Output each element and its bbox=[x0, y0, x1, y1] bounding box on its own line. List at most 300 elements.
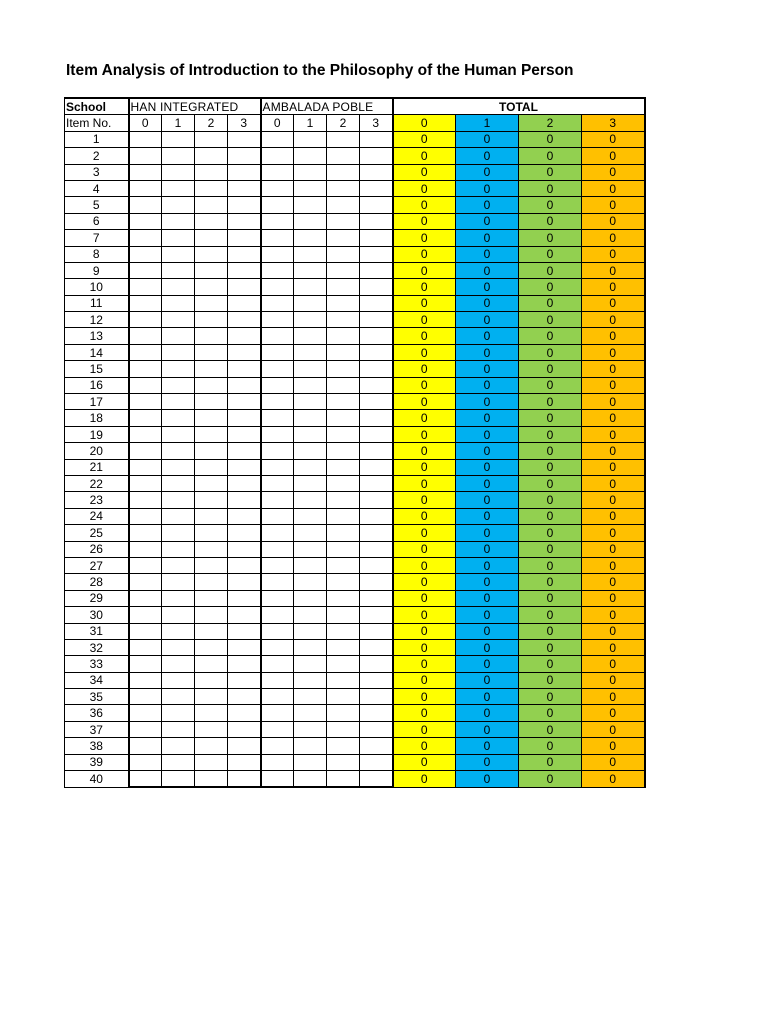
score-cell[interactable] bbox=[261, 656, 294, 672]
score-cell[interactable] bbox=[129, 164, 162, 180]
score-cell[interactable] bbox=[327, 246, 360, 262]
score-cell[interactable] bbox=[261, 557, 294, 573]
score-cell[interactable] bbox=[261, 426, 294, 442]
score-cell[interactable] bbox=[129, 672, 162, 688]
score-cell[interactable] bbox=[195, 557, 228, 573]
score-cell[interactable] bbox=[294, 164, 327, 180]
score-cell[interactable] bbox=[261, 312, 294, 328]
score-cell[interactable] bbox=[129, 574, 162, 590]
score-cell[interactable] bbox=[228, 426, 261, 442]
score-cell[interactable] bbox=[195, 262, 228, 278]
score-cell[interactable] bbox=[162, 295, 195, 311]
score-cell[interactable] bbox=[327, 197, 360, 213]
score-cell[interactable] bbox=[360, 623, 393, 639]
score-cell[interactable] bbox=[162, 180, 195, 196]
score-cell[interactable] bbox=[228, 344, 261, 360]
score-cell[interactable] bbox=[360, 131, 393, 147]
score-cell[interactable] bbox=[162, 279, 195, 295]
score-cell[interactable] bbox=[261, 705, 294, 721]
score-cell[interactable] bbox=[294, 738, 327, 754]
score-cell[interactable] bbox=[129, 180, 162, 196]
score-cell[interactable] bbox=[327, 164, 360, 180]
score-cell[interactable] bbox=[162, 525, 195, 541]
score-cell[interactable] bbox=[261, 623, 294, 639]
score-cell[interactable] bbox=[294, 574, 327, 590]
score-cell[interactable] bbox=[327, 426, 360, 442]
score-cell[interactable] bbox=[162, 328, 195, 344]
score-cell[interactable] bbox=[327, 689, 360, 705]
score-cell[interactable] bbox=[327, 410, 360, 426]
score-cell[interactable] bbox=[360, 672, 393, 688]
score-cell[interactable] bbox=[195, 164, 228, 180]
score-cell[interactable] bbox=[261, 279, 294, 295]
score-cell[interactable] bbox=[129, 705, 162, 721]
score-cell[interactable] bbox=[327, 475, 360, 491]
score-cell[interactable] bbox=[327, 361, 360, 377]
score-cell[interactable] bbox=[228, 148, 261, 164]
score-cell[interactable] bbox=[327, 771, 360, 788]
score-cell[interactable] bbox=[228, 230, 261, 246]
score-cell[interactable] bbox=[228, 410, 261, 426]
score-cell[interactable] bbox=[162, 623, 195, 639]
score-cell[interactable] bbox=[129, 754, 162, 770]
score-cell[interactable] bbox=[162, 377, 195, 393]
score-cell[interactable] bbox=[129, 771, 162, 788]
score-cell[interactable] bbox=[327, 180, 360, 196]
score-cell[interactable] bbox=[129, 328, 162, 344]
score-cell[interactable] bbox=[294, 131, 327, 147]
score-cell[interactable] bbox=[195, 328, 228, 344]
score-cell[interactable] bbox=[162, 131, 195, 147]
score-cell[interactable] bbox=[195, 295, 228, 311]
score-cell[interactable] bbox=[261, 738, 294, 754]
score-cell[interactable] bbox=[129, 639, 162, 655]
score-cell[interactable] bbox=[327, 607, 360, 623]
score-cell[interactable] bbox=[228, 721, 261, 737]
score-cell[interactable] bbox=[294, 639, 327, 655]
score-cell[interactable] bbox=[228, 328, 261, 344]
score-cell[interactable] bbox=[261, 541, 294, 557]
score-cell[interactable] bbox=[129, 131, 162, 147]
score-cell[interactable] bbox=[195, 656, 228, 672]
score-cell[interactable] bbox=[228, 475, 261, 491]
score-cell[interactable] bbox=[294, 279, 327, 295]
score-cell[interactable] bbox=[129, 607, 162, 623]
score-cell[interactable] bbox=[294, 771, 327, 788]
score-cell[interactable] bbox=[360, 557, 393, 573]
score-cell[interactable] bbox=[162, 508, 195, 524]
score-cell[interactable] bbox=[294, 344, 327, 360]
score-cell[interactable] bbox=[360, 279, 393, 295]
score-cell[interactable] bbox=[162, 410, 195, 426]
score-cell[interactable] bbox=[129, 459, 162, 475]
score-cell[interactable] bbox=[195, 361, 228, 377]
score-cell[interactable] bbox=[327, 590, 360, 606]
score-cell[interactable] bbox=[129, 312, 162, 328]
score-cell[interactable] bbox=[327, 148, 360, 164]
score-cell[interactable] bbox=[261, 262, 294, 278]
score-cell[interactable] bbox=[228, 131, 261, 147]
score-cell[interactable] bbox=[162, 721, 195, 737]
score-cell[interactable] bbox=[129, 410, 162, 426]
score-cell[interactable] bbox=[261, 131, 294, 147]
score-cell[interactable] bbox=[294, 213, 327, 229]
score-cell[interactable] bbox=[228, 771, 261, 788]
score-cell[interactable] bbox=[360, 443, 393, 459]
score-cell[interactable] bbox=[294, 295, 327, 311]
score-cell[interactable] bbox=[195, 197, 228, 213]
score-cell[interactable] bbox=[327, 279, 360, 295]
score-cell[interactable] bbox=[195, 148, 228, 164]
score-cell[interactable] bbox=[129, 623, 162, 639]
score-cell[interactable] bbox=[228, 443, 261, 459]
score-cell[interactable] bbox=[294, 394, 327, 410]
score-cell[interactable] bbox=[228, 361, 261, 377]
score-cell[interactable] bbox=[360, 721, 393, 737]
score-cell[interactable] bbox=[261, 246, 294, 262]
score-cell[interactable] bbox=[162, 262, 195, 278]
score-cell[interactable] bbox=[327, 541, 360, 557]
score-cell[interactable] bbox=[261, 639, 294, 655]
score-cell[interactable] bbox=[294, 443, 327, 459]
score-cell[interactable] bbox=[228, 394, 261, 410]
score-cell[interactable] bbox=[195, 394, 228, 410]
score-cell[interactable] bbox=[261, 721, 294, 737]
score-cell[interactable] bbox=[327, 377, 360, 393]
score-cell[interactable] bbox=[162, 672, 195, 688]
score-cell[interactable] bbox=[162, 639, 195, 655]
score-cell[interactable] bbox=[294, 246, 327, 262]
score-cell[interactable] bbox=[162, 197, 195, 213]
score-cell[interactable] bbox=[261, 377, 294, 393]
score-cell[interactable] bbox=[327, 394, 360, 410]
score-cell[interactable] bbox=[327, 672, 360, 688]
score-cell[interactable] bbox=[195, 623, 228, 639]
score-cell[interactable] bbox=[195, 590, 228, 606]
score-cell[interactable] bbox=[129, 689, 162, 705]
score-cell[interactable] bbox=[360, 295, 393, 311]
score-cell[interactable] bbox=[261, 525, 294, 541]
score-cell[interactable] bbox=[162, 246, 195, 262]
score-cell[interactable] bbox=[195, 344, 228, 360]
score-cell[interactable] bbox=[195, 443, 228, 459]
score-cell[interactable] bbox=[294, 607, 327, 623]
score-cell[interactable] bbox=[129, 230, 162, 246]
score-cell[interactable] bbox=[261, 475, 294, 491]
score-cell[interactable] bbox=[294, 525, 327, 541]
score-cell[interactable] bbox=[129, 721, 162, 737]
score-cell[interactable] bbox=[195, 754, 228, 770]
score-cell[interactable] bbox=[195, 721, 228, 737]
score-cell[interactable] bbox=[261, 344, 294, 360]
score-cell[interactable] bbox=[327, 328, 360, 344]
score-cell[interactable] bbox=[294, 148, 327, 164]
score-cell[interactable] bbox=[195, 410, 228, 426]
score-cell[interactable] bbox=[294, 197, 327, 213]
score-cell[interactable] bbox=[327, 213, 360, 229]
score-cell[interactable] bbox=[327, 623, 360, 639]
score-cell[interactable] bbox=[195, 475, 228, 491]
score-cell[interactable] bbox=[228, 459, 261, 475]
score-cell[interactable] bbox=[294, 262, 327, 278]
score-cell[interactable] bbox=[294, 656, 327, 672]
score-cell[interactable] bbox=[360, 492, 393, 508]
score-cell[interactable] bbox=[360, 148, 393, 164]
score-cell[interactable] bbox=[129, 279, 162, 295]
score-cell[interactable] bbox=[162, 738, 195, 754]
score-cell[interactable] bbox=[228, 295, 261, 311]
score-cell[interactable] bbox=[360, 689, 393, 705]
score-cell[interactable] bbox=[228, 312, 261, 328]
score-cell[interactable] bbox=[327, 344, 360, 360]
score-cell[interactable] bbox=[129, 197, 162, 213]
score-cell[interactable] bbox=[228, 705, 261, 721]
score-cell[interactable] bbox=[294, 475, 327, 491]
score-cell[interactable] bbox=[360, 328, 393, 344]
score-cell[interactable] bbox=[195, 377, 228, 393]
score-cell[interactable] bbox=[162, 148, 195, 164]
score-cell[interactable] bbox=[294, 721, 327, 737]
score-cell[interactable] bbox=[327, 738, 360, 754]
score-cell[interactable] bbox=[294, 689, 327, 705]
score-cell[interactable] bbox=[162, 607, 195, 623]
score-cell[interactable] bbox=[261, 492, 294, 508]
score-cell[interactable] bbox=[261, 394, 294, 410]
score-cell[interactable] bbox=[261, 508, 294, 524]
score-cell[interactable] bbox=[360, 475, 393, 491]
score-cell[interactable] bbox=[228, 607, 261, 623]
score-cell[interactable] bbox=[360, 344, 393, 360]
score-cell[interactable] bbox=[129, 557, 162, 573]
score-cell[interactable] bbox=[228, 639, 261, 655]
score-cell[interactable] bbox=[360, 197, 393, 213]
score-cell[interactable] bbox=[228, 508, 261, 524]
score-cell[interactable] bbox=[294, 230, 327, 246]
score-cell[interactable] bbox=[327, 230, 360, 246]
score-cell[interactable] bbox=[360, 525, 393, 541]
score-cell[interactable] bbox=[261, 672, 294, 688]
score-cell[interactable] bbox=[195, 508, 228, 524]
score-cell[interactable] bbox=[162, 394, 195, 410]
score-cell[interactable] bbox=[162, 213, 195, 229]
score-cell[interactable] bbox=[261, 689, 294, 705]
score-cell[interactable] bbox=[261, 410, 294, 426]
score-cell[interactable] bbox=[129, 213, 162, 229]
score-cell[interactable] bbox=[294, 328, 327, 344]
score-cell[interactable] bbox=[261, 754, 294, 770]
score-cell[interactable] bbox=[261, 771, 294, 788]
score-cell[interactable] bbox=[228, 279, 261, 295]
score-cell[interactable] bbox=[162, 443, 195, 459]
score-cell[interactable] bbox=[195, 230, 228, 246]
score-cell[interactable] bbox=[162, 541, 195, 557]
score-cell[interactable] bbox=[162, 426, 195, 442]
score-cell[interactable] bbox=[294, 180, 327, 196]
score-cell[interactable] bbox=[294, 557, 327, 573]
score-cell[interactable] bbox=[228, 180, 261, 196]
score-cell[interactable] bbox=[261, 197, 294, 213]
score-cell[interactable] bbox=[360, 361, 393, 377]
score-cell[interactable] bbox=[162, 230, 195, 246]
score-cell[interactable] bbox=[129, 361, 162, 377]
score-cell[interactable] bbox=[228, 262, 261, 278]
score-cell[interactable] bbox=[261, 164, 294, 180]
score-cell[interactable] bbox=[294, 623, 327, 639]
score-cell[interactable] bbox=[162, 312, 195, 328]
score-cell[interactable] bbox=[360, 639, 393, 655]
score-cell[interactable] bbox=[327, 312, 360, 328]
score-cell[interactable] bbox=[360, 377, 393, 393]
score-cell[interactable] bbox=[162, 656, 195, 672]
score-cell[interactable] bbox=[360, 705, 393, 721]
score-cell[interactable] bbox=[327, 525, 360, 541]
score-cell[interactable] bbox=[360, 738, 393, 754]
score-cell[interactable] bbox=[228, 377, 261, 393]
score-cell[interactable] bbox=[195, 180, 228, 196]
score-cell[interactable] bbox=[294, 312, 327, 328]
score-cell[interactable] bbox=[327, 295, 360, 311]
score-cell[interactable] bbox=[360, 508, 393, 524]
score-cell[interactable] bbox=[195, 525, 228, 541]
score-cell[interactable] bbox=[360, 459, 393, 475]
score-cell[interactable] bbox=[129, 738, 162, 754]
score-cell[interactable] bbox=[228, 738, 261, 754]
score-cell[interactable] bbox=[195, 738, 228, 754]
score-cell[interactable] bbox=[162, 557, 195, 573]
score-cell[interactable] bbox=[162, 771, 195, 788]
score-cell[interactable] bbox=[129, 508, 162, 524]
score-cell[interactable] bbox=[294, 361, 327, 377]
score-cell[interactable] bbox=[228, 574, 261, 590]
score-cell[interactable] bbox=[294, 459, 327, 475]
score-cell[interactable] bbox=[129, 262, 162, 278]
score-cell[interactable] bbox=[261, 574, 294, 590]
score-cell[interactable] bbox=[327, 574, 360, 590]
score-cell[interactable] bbox=[195, 574, 228, 590]
score-cell[interactable] bbox=[261, 328, 294, 344]
score-cell[interactable] bbox=[228, 197, 261, 213]
score-cell[interactable] bbox=[129, 394, 162, 410]
score-cell[interactable] bbox=[195, 607, 228, 623]
score-cell[interactable] bbox=[294, 492, 327, 508]
score-cell[interactable] bbox=[228, 623, 261, 639]
score-cell[interactable] bbox=[327, 705, 360, 721]
score-cell[interactable] bbox=[294, 426, 327, 442]
score-cell[interactable] bbox=[261, 295, 294, 311]
score-cell[interactable] bbox=[360, 410, 393, 426]
score-cell[interactable] bbox=[129, 492, 162, 508]
score-cell[interactable] bbox=[129, 656, 162, 672]
score-cell[interactable] bbox=[162, 475, 195, 491]
score-cell[interactable] bbox=[195, 689, 228, 705]
score-cell[interactable] bbox=[360, 574, 393, 590]
score-cell[interactable] bbox=[294, 410, 327, 426]
score-cell[interactable] bbox=[129, 541, 162, 557]
score-cell[interactable] bbox=[360, 394, 393, 410]
score-cell[interactable] bbox=[228, 672, 261, 688]
score-cell[interactable] bbox=[195, 672, 228, 688]
score-cell[interactable] bbox=[228, 754, 261, 770]
score-cell[interactable] bbox=[162, 492, 195, 508]
score-cell[interactable] bbox=[261, 607, 294, 623]
score-cell[interactable] bbox=[360, 164, 393, 180]
score-cell[interactable] bbox=[129, 443, 162, 459]
score-cell[interactable] bbox=[162, 754, 195, 770]
score-cell[interactable] bbox=[129, 525, 162, 541]
score-cell[interactable] bbox=[360, 213, 393, 229]
score-cell[interactable] bbox=[294, 377, 327, 393]
score-cell[interactable] bbox=[327, 508, 360, 524]
score-cell[interactable] bbox=[195, 279, 228, 295]
score-cell[interactable] bbox=[195, 312, 228, 328]
score-cell[interactable] bbox=[294, 590, 327, 606]
score-cell[interactable] bbox=[162, 705, 195, 721]
score-cell[interactable] bbox=[195, 492, 228, 508]
score-cell[interactable] bbox=[195, 705, 228, 721]
score-cell[interactable] bbox=[162, 361, 195, 377]
score-cell[interactable] bbox=[228, 590, 261, 606]
score-cell[interactable] bbox=[360, 312, 393, 328]
score-cell[interactable] bbox=[327, 639, 360, 655]
score-cell[interactable] bbox=[129, 246, 162, 262]
score-cell[interactable] bbox=[294, 541, 327, 557]
score-cell[interactable] bbox=[162, 689, 195, 705]
score-cell[interactable] bbox=[228, 689, 261, 705]
score-cell[interactable] bbox=[360, 590, 393, 606]
score-cell[interactable] bbox=[162, 459, 195, 475]
score-cell[interactable] bbox=[228, 656, 261, 672]
score-cell[interactable] bbox=[327, 656, 360, 672]
score-cell[interactable] bbox=[327, 443, 360, 459]
score-cell[interactable] bbox=[195, 131, 228, 147]
score-cell[interactable] bbox=[195, 246, 228, 262]
score-cell[interactable] bbox=[162, 590, 195, 606]
score-cell[interactable] bbox=[195, 771, 228, 788]
score-cell[interactable] bbox=[360, 541, 393, 557]
score-cell[interactable] bbox=[129, 295, 162, 311]
score-cell[interactable] bbox=[162, 164, 195, 180]
score-cell[interactable] bbox=[195, 213, 228, 229]
score-cell[interactable] bbox=[195, 541, 228, 557]
score-cell[interactable] bbox=[228, 557, 261, 573]
score-cell[interactable] bbox=[228, 541, 261, 557]
score-cell[interactable] bbox=[261, 213, 294, 229]
score-cell[interactable] bbox=[228, 213, 261, 229]
score-cell[interactable] bbox=[327, 721, 360, 737]
score-cell[interactable] bbox=[162, 574, 195, 590]
score-cell[interactable] bbox=[327, 492, 360, 508]
score-cell[interactable] bbox=[327, 131, 360, 147]
score-cell[interactable] bbox=[327, 754, 360, 770]
score-cell[interactable] bbox=[228, 525, 261, 541]
score-cell[interactable] bbox=[360, 607, 393, 623]
score-cell[interactable] bbox=[195, 639, 228, 655]
score-cell[interactable] bbox=[228, 164, 261, 180]
score-cell[interactable] bbox=[261, 180, 294, 196]
score-cell[interactable] bbox=[327, 459, 360, 475]
score-cell[interactable] bbox=[261, 361, 294, 377]
score-cell[interactable] bbox=[129, 475, 162, 491]
score-cell[interactable] bbox=[129, 426, 162, 442]
score-cell[interactable] bbox=[129, 590, 162, 606]
score-cell[interactable] bbox=[327, 262, 360, 278]
score-cell[interactable] bbox=[294, 754, 327, 770]
score-cell[interactable] bbox=[360, 246, 393, 262]
score-cell[interactable] bbox=[261, 459, 294, 475]
score-cell[interactable] bbox=[360, 771, 393, 788]
score-cell[interactable] bbox=[327, 557, 360, 573]
score-cell[interactable] bbox=[195, 426, 228, 442]
